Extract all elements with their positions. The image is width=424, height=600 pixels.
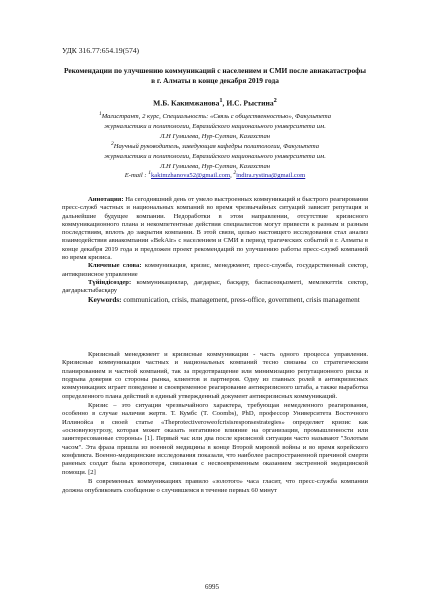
keywords-kz [62,279,368,296]
author-1-sup: 1 [219,97,223,104]
email-link-1[interactable]: kakimzhanova52@gmail.com [150,172,231,180]
keywords-ru-label: Ключевые слова: [88,262,142,270]
page-number: 6995 [205,583,219,591]
email-line [62,170,368,179]
affiliation-1-line-1: Магистрант, 2 курс, Специальность: «Связь с общественностью», Факультета [101,113,332,121]
affiliation-2-line-1: Научный руководитель, заведующая кафедры политологии, Факультета [113,143,320,151]
affiliation-2 [62,140,368,171]
affiliation-1-sup: 1 [98,111,102,117]
affiliation-2-line-2: журналистики и политологии, Евразийского национального университета им. [104,152,326,160]
author-separator: , [222,98,227,108]
body-paragraph-3: В современных коммуникациях правило «золотого» часа гласит, что пресс-служба компании должна опубликовать сообщение о случившемся в течение первых 60 минут [62,478,368,494]
email-2-sup: 2 [233,170,237,176]
keywords-ru [62,262,368,279]
abstract-label: Аннотация: [88,196,124,203]
keywords-en-label: Keywords: [88,295,122,304]
paper-title: Рекомендации по улучшению коммуникаций с населением и СМИ после авиакатастрофы в г. Алматы в конце декабря 2019 года [63,66,367,85]
email-separator: , [230,172,234,180]
affiliation-1-line-2: журналистики и политологии, Евразийского национального университета им. [104,122,326,130]
body-text [62,351,368,496]
abstract-block [62,196,368,304]
udk-code: УДК 316.77:654.19(574) [62,46,140,55]
abstract-paragraph [62,196,368,262]
body-paragraph-2: Кризис – это ситуация чрезвычайного характера, требующая немедленного реагирования, особенно в случае наличия жертв. Т. Кумбс (T. Coombs), PhD, профессор Университета Восточного Иллинойса в своей статье «Theprotectiveroweofcrisisresponsestrategies» определяет кризис как «основнуюугрозу, которая может оказать негативное влияние на организации, промышленности или заинтересованные стороны» [1]. Первый час или два после кризисной ситуации часто называют "Золотым часом". Эта фраза пришла из военной медицины в конце Второй мировой войны и во время корейского конфликта. Военно-медицинские исследования показали, что наиболее распространенной причиной смерти раненых солдат была кровопотеря, связанная с несвоевременным оказанием экстренной медицинской помощи. [2] [62,402,368,476]
affiliation-2-sup: 2 [110,141,114,147]
author-2-sup: 2 [273,97,277,104]
keywords-en [62,296,368,304]
keywords-kz-label: Түйіндісөздер: [88,278,132,286]
affiliation-2-line-3: Л.Н Гумилева, Нур-Султан, Казахстан [159,162,271,170]
affiliation-1 [62,110,368,141]
author-line [62,97,368,108]
body-paragraph-1: Кризисный менеджмент и кризисные коммуникации - часть одного процесса управления. Кризисные коммуникации частных и национальных компаний тесно связаны со стратегическим планированием и частной компаний, так за предотвращение или минимизацию репутационного риска и подрыва доверия со стороны рынка, клиентов и партнеров. Одну из главных ролей в антикризисных коммуникациях играет поведение и своевременное реагирование антикризисного штаба, а также выработка определенного плана действий в единый утвержденный документ антикризисных коммуникаций. [62,351,368,400]
author-2: И.С. Рыстина [226,98,274,108]
keywords-kz-text: коммуникациялар, дағдарыс, басқару, баспасөзқызметі, мемлекеттік сектор, дағдарыстыбасқару [62,278,368,295]
author-1: М.Б. Какимжанова [153,98,220,108]
abstract-text: На сегодняшний день от умело выстроенных коммуникаций и быстрого реагирования пресс-служб частных и национальных компаний во время чрезвычайных ситуаций зависит репутация и дальнейшие будущее компании. Недоработки в этом направлении, отсутствие кризисного коммуникационного плана и некомпетентные действия специалистов могут привести к разным и разным последствиям, вплоть до закрытия компании. В этой связи, целью настоящего исследования стал анализ взаимодействия авиакомпании «BekAir» с населением и СМИ в период трагических событий в г. Алматы в конце декабря 2019 года и предложен проект рекомендаций по улучшению работы пресс-служб компаний во время кризиса. [62,196,368,262]
keywords-ru-text: коммуникация, кризис, менеджмент, пресс-служба, государственный сектор, антикризисное управление [62,262,368,278]
keywords-en-text: communication, crisis, management, press-office, government, crisis management [121,295,360,304]
affiliation-1-line-3: Л.Н Гумилева, Нур-Султан, Казахстан [159,132,271,140]
email-1-sup: 1 [148,170,151,176]
email-link-2[interactable]: indira.rystina@gmail.com [236,172,306,180]
email-label: E-mail : [124,172,149,180]
